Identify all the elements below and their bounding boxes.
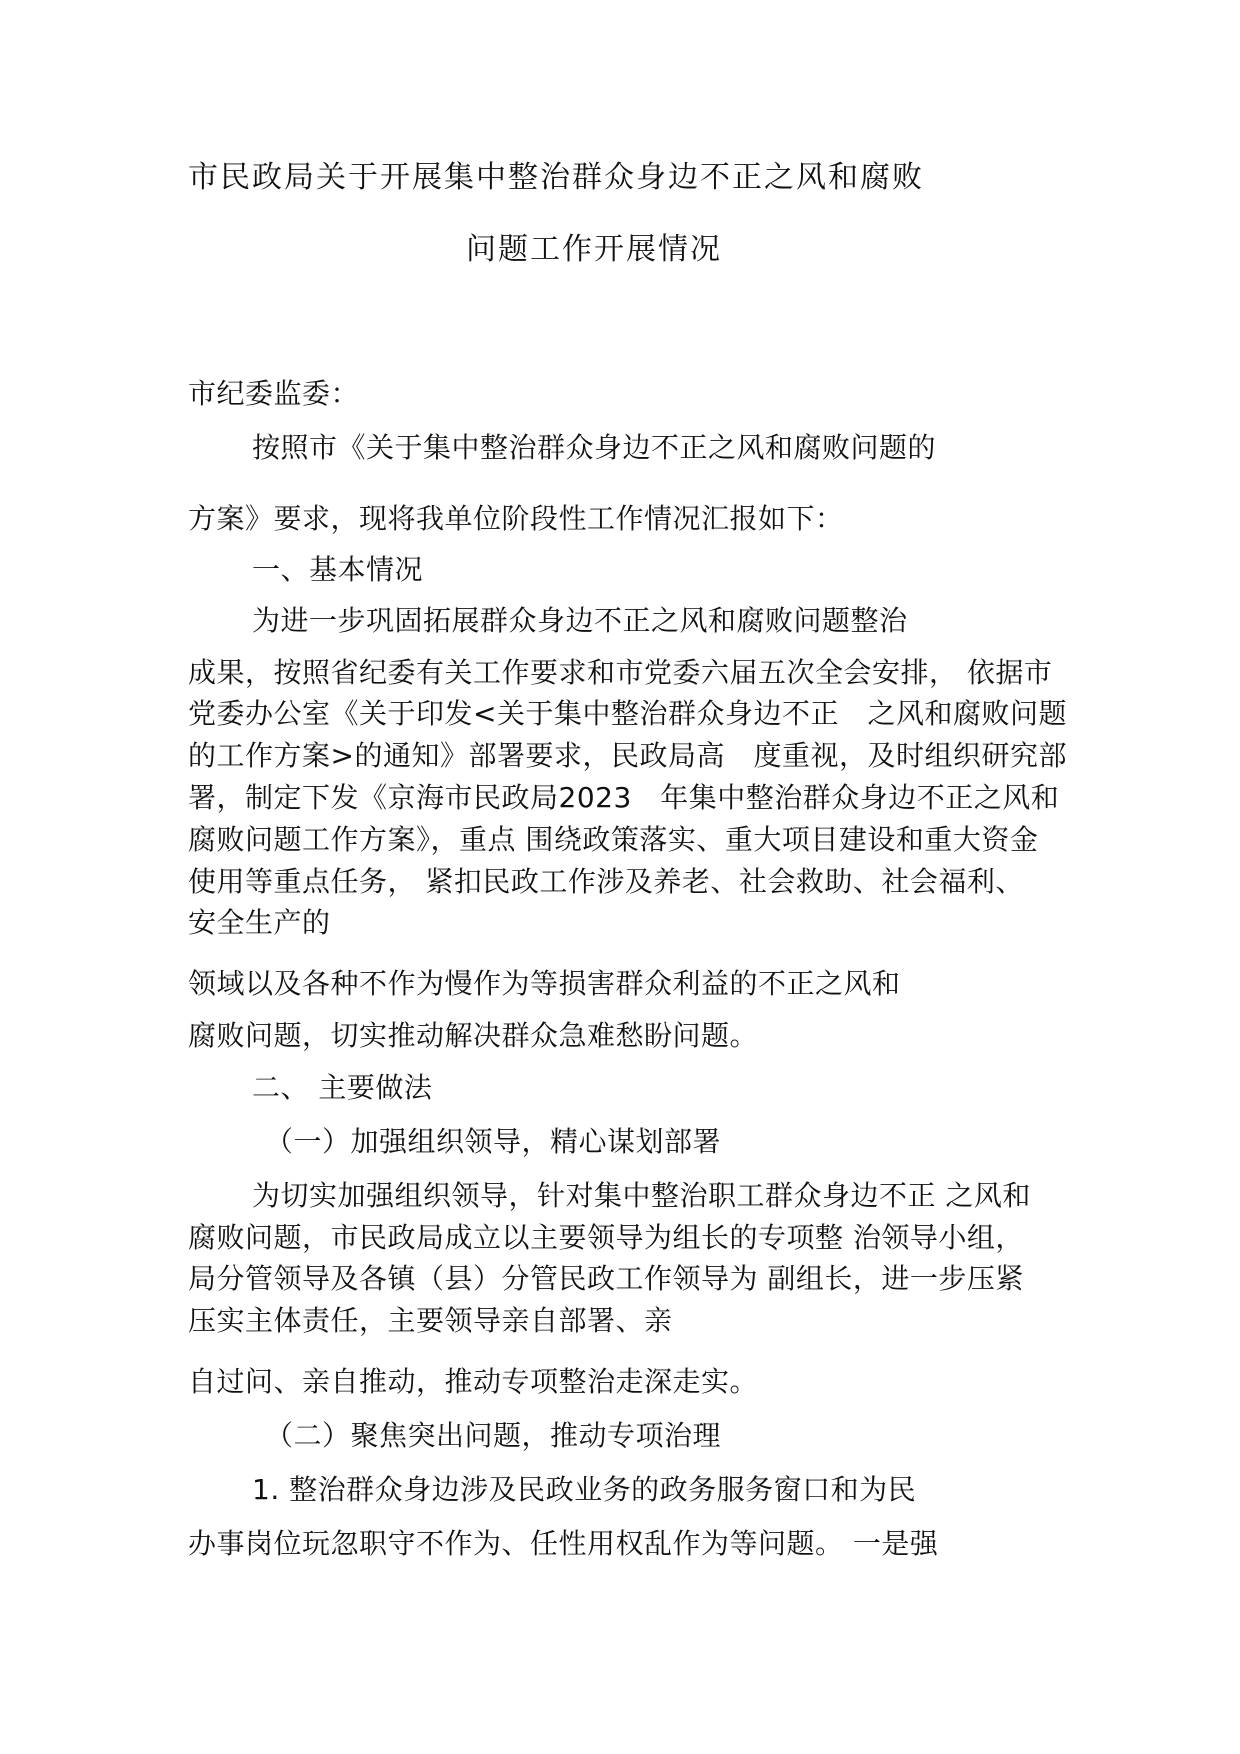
- sub1-line-2: 腐败问题，市民政局成立以主要领导为组长的专项整 治领导小组，: [188, 1221, 1024, 1254]
- subsection-heading-2: （二）聚焦突出问题，推动专项治理: [265, 1419, 722, 1452]
- section1-line-8: 安全生产的: [188, 906, 331, 939]
- title-line-1: 市民政局关于开展集中整治群众身边不正之风和腐败: [188, 160, 924, 195]
- title-line-2: 问题工作开展情况: [466, 232, 722, 267]
- section1-line-5: 署，制定下发《京海市民政局2023 年集中整治群众身边不正之风和: [188, 781, 1060, 814]
- section1-line-3: 党委办公室《关于印发<关于集中整治群众身边不正 之风和腐败问题: [188, 697, 1067, 730]
- subsection-heading-1: （一）加强组织领导，精心谋划部署: [265, 1125, 722, 1158]
- intro-line-2: 方案》要求，现将我单位阶段性工作情况汇报如下：: [188, 502, 844, 535]
- sub1-line-5: 自过问、亲自推动，推动专项整治走深走实。: [188, 1365, 759, 1398]
- section1-line-6: 腐败问题工作方案》，重点 围绕政策落实、重大项目建设和重大资金: [188, 823, 1039, 856]
- salutation: 市纪委监委：: [188, 377, 360, 410]
- sub1-line-4: 压实主体责任，主要领导亲自部署、亲: [188, 1304, 673, 1337]
- section-heading-methods: 二、 主要做法: [252, 1071, 433, 1104]
- sub2-line-1: 1. 整治群众身边涉及民政业务的政务服务窗口和为民: [252, 1473, 917, 1506]
- section1-line-10: 腐败问题，切实推动解决群众急难愁盼问题。: [188, 1019, 759, 1052]
- intro-line-1: 按照市《关于集中整治群众身边不正之风和腐败问题的: [252, 431, 937, 464]
- section-heading-basic: 一、基本情况: [252, 553, 424, 586]
- section1-line-2: 成果，按照省纪委有关工作要求和市党委六届五次全会安排， 依据市: [188, 656, 1053, 689]
- sub1-line-1: 为切实加强组织领导，针对集中整治职工群众身边不正 之风和: [252, 1179, 1031, 1212]
- section1-line-1: 为进一步巩固拓展群众身边不正之风和腐败问题整治: [252, 604, 908, 637]
- sub1-line-3: 局分管领导及各镇（县）分管民政工作领导为 副组长，进一步压紧: [188, 1262, 1024, 1295]
- sub2-line-2: 办事岗位玩忽职守不作为、任性用权乱作为等问题。 一是强: [188, 1527, 939, 1560]
- section1-line-9: 领域以及各种不作为慢作为等损害群众利益的不正之风和: [188, 967, 901, 1000]
- section1-line-7: 使用等重点任务， 紧扣民政工作涉及养老、社会救助、社会福利、: [188, 865, 1024, 898]
- section1-line-4: 的工作方案>的通知》部署要求，民政局高 度重视，及时组织研究部: [188, 739, 1067, 772]
